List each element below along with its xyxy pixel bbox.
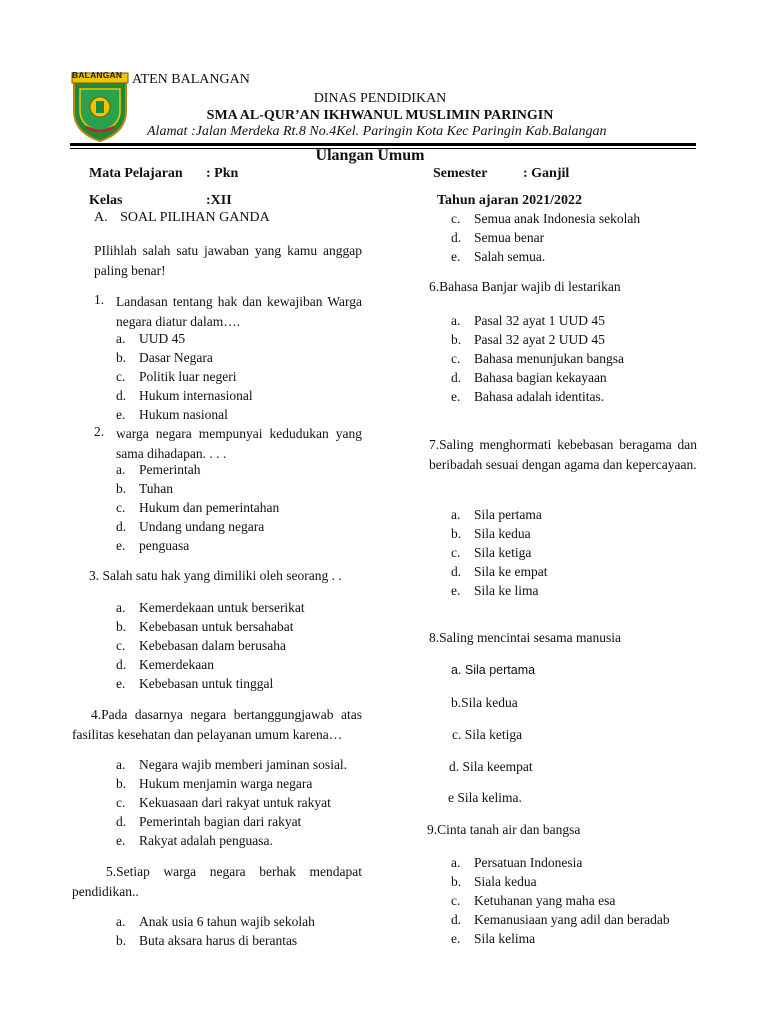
- option-text: Salah semua.: [474, 249, 546, 264]
- option-letter: a.: [116, 914, 126, 929]
- option-letter: c.: [116, 500, 126, 515]
- logo-lettering: BALANGAN: [72, 70, 123, 80]
- kabupaten-name: ATEN BALANGAN: [132, 72, 250, 87]
- option-text: Semua anak Indonesia sekolah: [474, 211, 641, 226]
- option-text: Semua benar: [474, 230, 545, 245]
- option-text: Sila ke empat: [474, 564, 548, 579]
- section-marker: A.: [94, 210, 108, 225]
- semester-value: : Ganjil: [523, 166, 570, 181]
- option-text: Anak usia 6 tahun wajib sekolah: [139, 914, 315, 929]
- option-text: Kebebasan untuk bersahabat: [139, 619, 294, 634]
- option-text: Pasal 32 ayat 1 UUD 45: [474, 313, 605, 328]
- question-number: 1.: [94, 292, 105, 307]
- option-letter: c.: [451, 893, 461, 908]
- academic-year: Tahun ajaran 2021/2022: [437, 193, 582, 208]
- exam-title: Ulangan Umum: [315, 147, 425, 164]
- subject-label: Mata Pelajaran: [89, 166, 183, 181]
- option-letter: e.: [116, 833, 126, 848]
- class-value: :XII: [206, 193, 232, 208]
- option-letter: d.: [116, 814, 127, 829]
- option-text: Sila kedua: [474, 526, 531, 541]
- option-text: Hukum dan pemerintahan: [139, 500, 280, 515]
- option-letter: b.: [116, 481, 127, 496]
- option-text: Politik luar negeri: [139, 369, 237, 384]
- question-text: 7.Saling menghormati kebebasan beragama dan beribadah sesuai dengan agama dan kepercayaan.: [429, 437, 697, 472]
- option-text: Hukum menjamin warga negara: [139, 776, 313, 791]
- option-letter: c.: [451, 351, 461, 366]
- option-letter: b.: [451, 874, 462, 889]
- option-text: Sila ketiga: [474, 545, 532, 560]
- option-letter: c.: [451, 211, 461, 226]
- option-letter: b.: [451, 526, 462, 541]
- option-item[interactable]: b.Sila kedua: [451, 695, 518, 710]
- question-text: Landasan tentang hak dan kewajiban Warga negara diatur dalam….: [116, 294, 362, 329]
- option-text: Bahasa bagian kekayaan: [474, 370, 607, 385]
- option-item[interactable]: c. Sila ketiga: [452, 727, 523, 742]
- option-text: penguasa: [139, 538, 190, 553]
- option-letter: e.: [451, 389, 461, 404]
- question-number: 2.: [94, 424, 105, 439]
- option-text: Tuhan: [139, 481, 174, 496]
- option-letter: d.: [116, 657, 127, 672]
- option-letter: c.: [116, 638, 126, 653]
- option-text: Negara wajib memberi jaminan sosial.: [139, 757, 348, 772]
- option-text: Ketuhanan yang maha esa: [474, 893, 616, 908]
- option-letter: e.: [451, 249, 461, 264]
- option-text: Buta aksara harus di berantas: [139, 933, 298, 948]
- option-letter: d.: [451, 912, 462, 927]
- option-text: Hukum nasional: [139, 407, 228, 422]
- option-letter: d.: [451, 230, 462, 245]
- option-text: Kemanusiaan yang adil dan beradab: [474, 912, 670, 927]
- option-text: Kekuasaan dari rakyat untuk rakyat: [139, 795, 331, 810]
- option-letter: a.: [451, 855, 461, 870]
- option-text: Pemerintah: [139, 462, 201, 477]
- option-text: Sila ke lima: [474, 583, 539, 598]
- school-address: Alamat :Jalan Merdeka Rt.8 No.4Kel. Paringin Kota Kec Paringin Kab.Balangan: [147, 124, 607, 139]
- option-letter: b.: [116, 350, 127, 365]
- option-text: Siala kedua: [474, 874, 537, 889]
- question-text: 3. Salah satu hak yang dimiliki oleh seorang . .: [89, 568, 342, 583]
- option-letter: d.: [451, 370, 462, 385]
- option-letter: d.: [451, 564, 462, 579]
- option-letter: e.: [116, 407, 126, 422]
- option-letter: a.: [116, 462, 126, 477]
- option-letter: d.: [116, 388, 127, 403]
- option-text: Pasal 32 ayat 2 UUD 45: [474, 332, 605, 347]
- option-text: Kemerdekaan untuk berserikat: [139, 600, 305, 615]
- question-text: 6.Bahasa Banjar wajib di lestarikan: [429, 279, 621, 294]
- option-text: Kebebasan untuk tinggal: [139, 676, 274, 691]
- option-letter: e.: [451, 583, 461, 598]
- class-label: Kelas: [89, 193, 123, 208]
- option-letter: a.: [116, 331, 126, 346]
- option-letter: a.: [116, 600, 126, 615]
- semester-label: Semester: [433, 166, 488, 181]
- option-item[interactable]: e Sila kelima.: [448, 790, 522, 805]
- option-letter: a.: [116, 757, 126, 772]
- school-name: SMA AL-QUR’AN IKHWANUL MUSLIMIN PARINGIN: [206, 108, 554, 123]
- option-text: Bahasa menunjukan bangsa: [474, 351, 624, 366]
- option-letter: c.: [116, 795, 126, 810]
- option-letter: c.: [451, 545, 461, 560]
- option-letter: e.: [116, 676, 126, 691]
- option-text: Hukum internasional: [139, 388, 253, 403]
- question-text: warga negara mempunyai kedudukan yang sama dihadapan. . . .: [116, 426, 362, 461]
- question-text: 4.Pada dasarnya negara bertanggungjawab atas fasilitas kesehatan dan pelayanan umum karena…: [72, 707, 362, 742]
- section-heading: [94, 210, 270, 226]
- option-letter: b.: [116, 933, 127, 948]
- option-text: Bahasa adalah identitas.: [474, 389, 605, 404]
- dinas-name: DINAS PENDIDIKAN: [313, 91, 447, 106]
- option-text: Sila kelima: [474, 931, 536, 946]
- header-rule-thick: [70, 143, 696, 146]
- option-text: Kebebasan dalam berusaha: [139, 638, 286, 653]
- option-text: Kemerdekaan: [139, 657, 214, 672]
- option-letter: b.: [116, 776, 127, 791]
- option-item[interactable]: a. Sila pertama: [451, 663, 536, 677]
- option-text: Rakyat adalah penguasa.: [139, 833, 273, 848]
- option-letter: b.: [451, 332, 462, 347]
- question-text: 9.Cinta tanah air dan bangsa: [427, 822, 581, 837]
- section-title: SOAL PILIHAN GANDA: [120, 210, 270, 225]
- option-letter: b.: [116, 619, 127, 634]
- option-text: UUD 45: [139, 331, 186, 346]
- option-letter: e.: [451, 931, 461, 946]
- school-logo: [70, 71, 130, 143]
- option-letter: c.: [116, 369, 126, 384]
- question-text: 8.Saling mencintai sesama manusia: [429, 630, 621, 645]
- instruction-text: PIlihlah salah satu jawaban yang kamu anggap paling benar!: [94, 243, 362, 278]
- option-text: Dasar Negara: [139, 350, 213, 365]
- option-item[interactable]: d. Sila keempat: [449, 759, 533, 774]
- option-text: Undang undang negara: [139, 519, 265, 534]
- option-text: Sila pertama: [474, 507, 542, 522]
- option-letter: d.: [116, 519, 127, 534]
- option-letter: a.: [451, 313, 461, 328]
- option-text: Persatuan Indonesia: [474, 855, 583, 870]
- question-text: 5.Setiap warga negara berhak mendapat pendidikan..: [72, 864, 362, 899]
- subject-value: : Pkn: [206, 166, 239, 181]
- option-letter: a.: [451, 507, 461, 522]
- option-text: Pemerintah bagian dari rakyat: [139, 814, 302, 829]
- option-letter: e.: [116, 538, 126, 553]
